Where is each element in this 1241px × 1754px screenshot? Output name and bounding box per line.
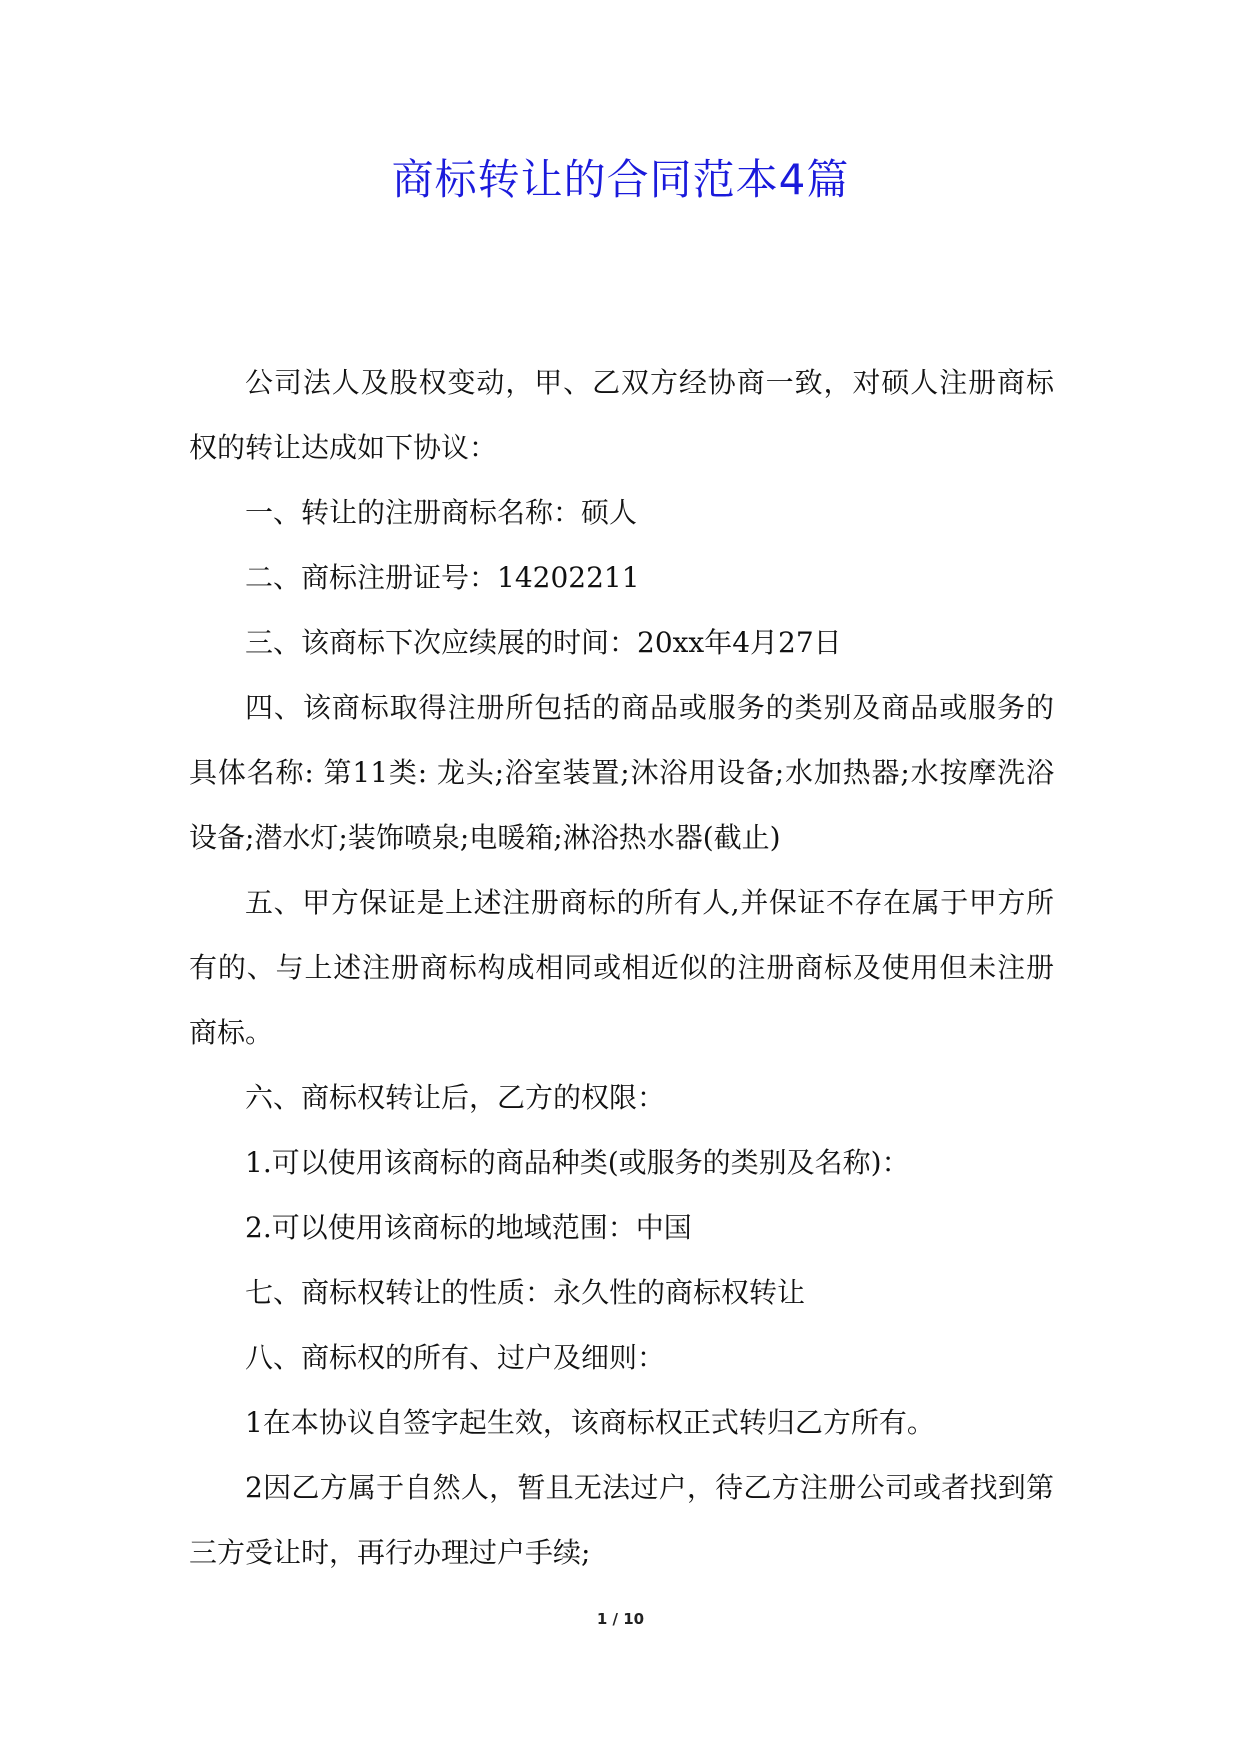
paragraph-right-2: 2.可以使用该商标的地域范围：中国	[245, 1211, 692, 1244]
paragraph-detail-1: 1在本协议自签字起生效，该商标权正式转归乙方所有。	[245, 1406, 935, 1439]
paragraph-goods-classes: 四、该商标取得注册所包括的商品或服务的类别及商品或服务的具体名称: 第11类: 龙头;浴室装置;沐浴用设备;水加热器;水按摩洗浴设备;潜水灯;装饰喷泉;电暖箱;淋浴热水器(截止)	[189, 691, 1054, 854]
paragraph-right-1: 1.可以使用该商标的商品种类(或服务的类别及名称)：	[245, 1146, 910, 1179]
paragraph-detail-2: 2因乙方属于自然人，暂且无法过户，待乙方注册公司或者找到第三方受让时，再行办理过户手续;	[189, 1471, 1054, 1569]
paragraph-ownership-details: 八、商标权的所有、过户及细则：	[245, 1341, 666, 1374]
page-number: 1 / 10	[596, 1610, 645, 1628]
paragraph-registration-number: 二、商标注册证号：14202211	[245, 561, 640, 594]
document-body	[189, 350, 1054, 1585]
paragraph-party-b-rights: 六、商标权转让后，乙方的权限：	[245, 1081, 666, 1114]
paragraph-party-a-guarantee: 五、甲方保证是上述注册商标的所有人,并保证不存在属于甲方所有的、与上述注册商标构成相同或相近似的注册商标及使用但未注册商标。	[189, 886, 1054, 1049]
paragraph-renewal-date: 三、该商标下次应续展的时间：20xx年4月27日	[245, 626, 842, 659]
document-title: 商标转让的合同范本4篇	[391, 155, 850, 204]
paragraph-trademark-name: 一、转让的注册商标名称：硕人	[245, 496, 638, 529]
paragraph-transfer-nature: 七、商标权转让的性质：永久性的商标权转让	[245, 1276, 806, 1309]
paragraph-intro: 公司法人及股权变动，甲、乙双方经协商一致，对硕人注册商标权的转让达成如下协议：	[189, 366, 1054, 464]
